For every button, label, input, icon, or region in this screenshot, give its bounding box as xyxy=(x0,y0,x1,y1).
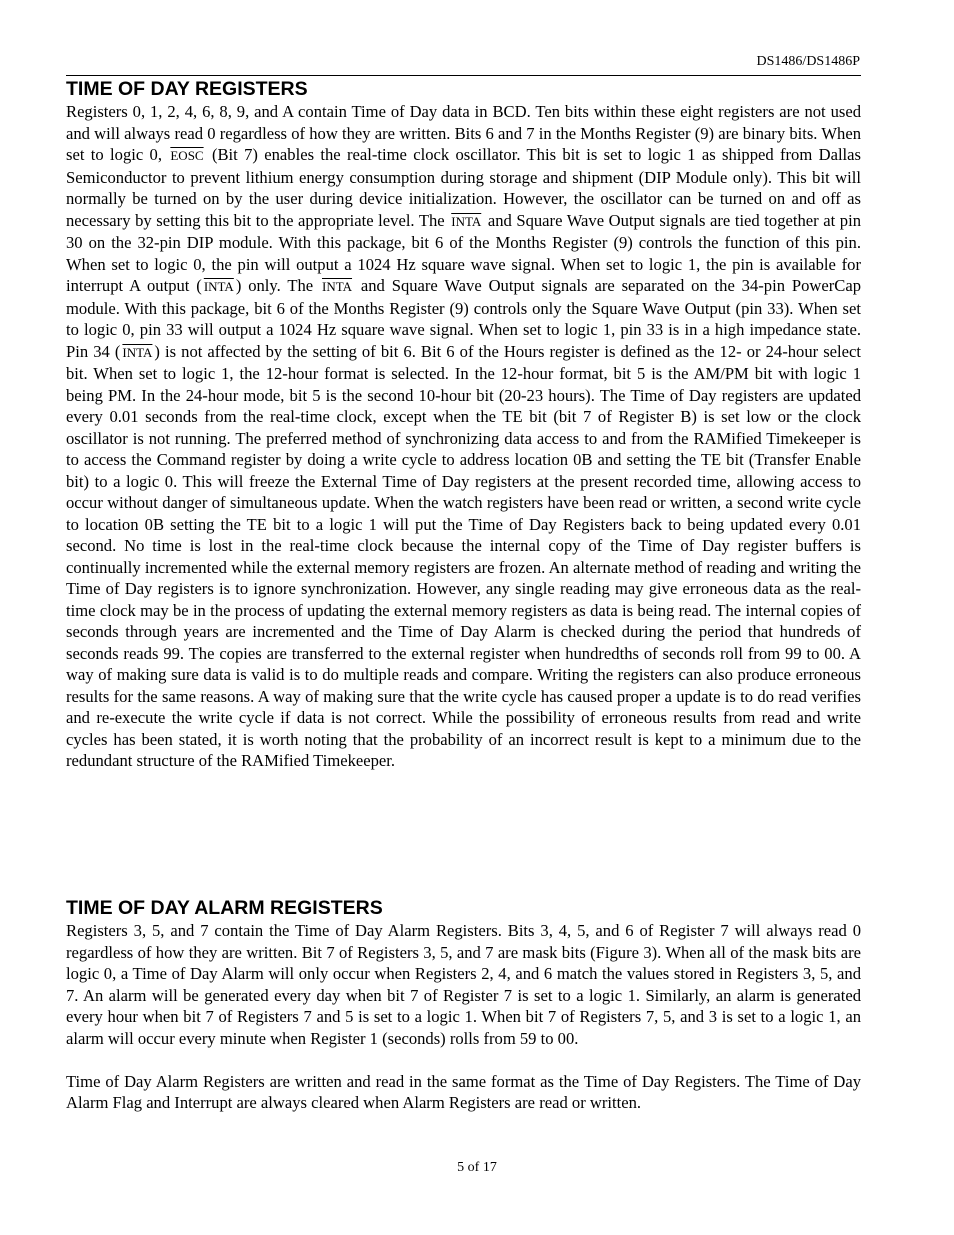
page-number: 5 of 17 xyxy=(457,1160,497,1175)
section-paragraph xyxy=(66,101,861,772)
section-paragraph: Time of Day Alarm Registers are written and read in the same format as the Time of Day Registers. The Time of Day Alarm Flag and Interrupt are always cleared when Alarm Registers are read or written. xyxy=(66,1071,861,1112)
paragraph-text: and Square Wave Output signals are separated on the 34-pin PowerCap module. With this package, bit 6 of the Months Register (9) controls only the Square Wave Output (pin 33). When set to logic 0, pin 33 will output a 1024 Hz square wave signal. When set to logic 1, pin 33 is in a high impedance state. Pin 34 ( xyxy=(66,276,861,361)
section-time-of-day-registers xyxy=(66,77,861,772)
section-heading: TIME OF DAY REGISTERS xyxy=(66,78,308,100)
paragraph-text: and Square Wave Output signals are tied together at pin 30 on the 32-pin DIP module. With this package, bit 6 of the Months Register (9) controls the function of this pin. When set to logic 0, the pin will output a 1024 Hz square wave signal. When set to logic 1, the pin is available for interrupt A output ( xyxy=(66,210,861,295)
document-id: DS1486/DS1486P xyxy=(756,54,860,69)
paragraph-text: ) only. The xyxy=(235,276,321,295)
section-heading: TIME OF DAY ALARM REGISTERS xyxy=(66,897,383,919)
paragraph-text: ) is not affected by the setting of bit 6. Bit 6 of the Hours register is defined as the 12- or 24-hour select bit. When set to logic 1, the 12-hour format is selected. In the 12-hour format, bit 5 is the AM/PM bit with logic 1 being PM. In the 24-hour mode, bit 5 is the second 10-hour bit (20-23 hours). The Time of Day registers are updated every 0.01 seconds from the real-time clock, except when the TE bit (bit 7 of Register B) is set low or the clock oscillator is not running. The preferred method of synchronizing data access to and from the RAMified Timekeeper is to access the Command register by doing a write cycle to address location 0B and setting the TE bit (Transfer Enable bit) to a logic 0. This will freeze the External Time of Day registers at the present recorded time, allowing access to occur without danger of simultaneous update. When the watch registers have been read or written, a second write cycle to location 0B setting the TE bit to a logic 1 will put the Time of Day Registers back to being updated every 0.01 second. No time is lost in the real-time clock because the internal copy of the Time of Day register buffers is continually incremented while the external memory registers are frozen. An alternate method of reading and writing the Time of Day registers is to ignore synchronization. However, any single reading may give erroneous data as the real-time clock may be in the process of updating the external memory registers as data is being read. The internal copies of seconds through years are incremented and the Time of Day Alarm is checked during the period that hundreds of seconds reads 99. The copies are transferred to the external register when hundredths of seconds roll from 99 to 00. A way of making sure data is valid is to do multiple reads and compare. Writing the registers can also produce erroneous results for the same reasons. A way of making sure that the write cycle has caused proper a update is to do read verifies and re-execute the write cycle if data is not correct. While the possibility of erroneous results from read and write cycles has been stated, it is worth noting that the probability of an incorrect result is kept to a minimum due to the redundant structure of the RAMified Timekeeper. xyxy=(66,341,861,770)
signal-name-inta: INTA xyxy=(122,344,153,360)
signal-name-inta: INTA xyxy=(322,279,353,294)
signal-name-inta: INTA xyxy=(451,213,482,229)
header-divider xyxy=(66,75,861,76)
signal-name-eosc: EOSC xyxy=(170,148,204,163)
paragraph-text: Registers 0, 1, 2, 4, 6, 8, 9, and A contain Time of Day data in BCD. Ten bits within these eight registers are not used and will always read 0 regardless of how they are written. Bits 6 and 7 in the Months Register (9) are binary bits. When set to logic 0, xyxy=(66,102,861,164)
section-time-of-day-alarm-registers xyxy=(66,896,861,1114)
signal-name-inta: INTA xyxy=(203,279,234,294)
section-paragraph: Registers 3, 5, and 7 contain the Time of Day Alarm Registers. Bits 3, 4, 5, and 6 of Register 7 will always read 0 regardless of how they are written. Bit 7 of Registers 3, 5, and 7 are mask bits (Figure 3). When all of the mask bits are logic 0, a Time of Day Alarm will only occur when Registers 2, 4, and 6 match the values stored in Registers 3, 5, and 7. An alarm will be generated every day when bit 7 of Register 7 is set to a logic 1. Similarly, an alarm is generated every hour when bit 7 of Registers 7 and 5 is set to a logic 1. When bit 7 of Registers 7, 5, and 3 is set to a logic 1, an alarm will occur every minute when Register 1 (seconds) rolls from 59 to 00. xyxy=(66,921,861,1048)
paragraph-text: (Bit 7) enables the real-time clock oscillator. This bit is set to logic 1 as shipped from Dallas Semiconductor to prevent lithium energy consumption during storage and shipment (DIP Module only). This bit will normally be turned on by the user during device initialization. However, the oscillator can be turned on and off as necessary by setting this bit to the appropriate level. The xyxy=(66,145,861,230)
